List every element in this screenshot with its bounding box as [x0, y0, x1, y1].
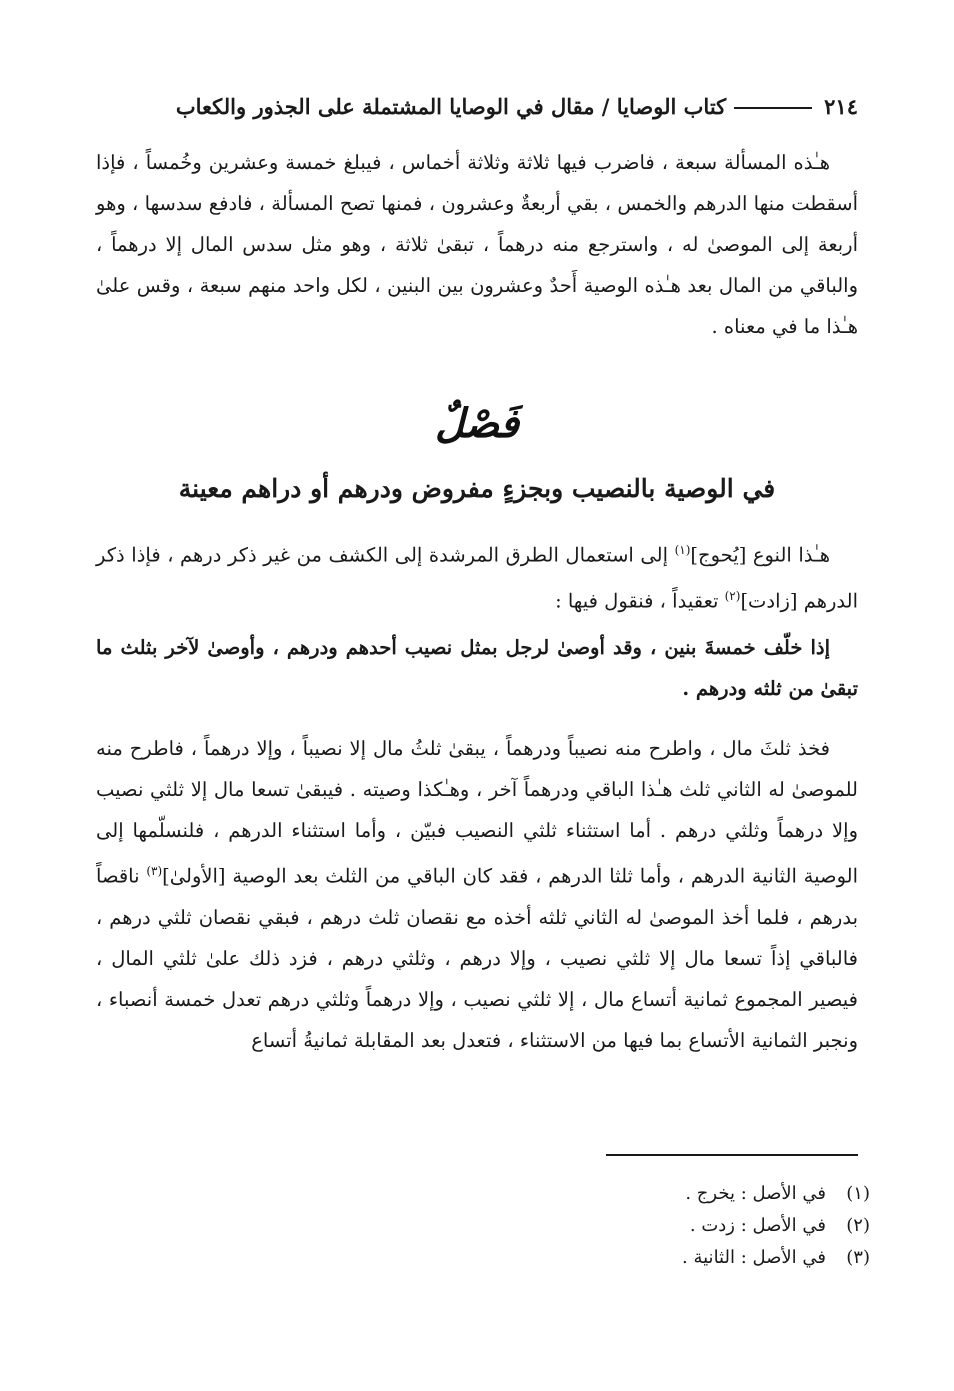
footnote-number: (٣) [846, 1247, 870, 1268]
paragraph-2-part-1: هـٰذا النوع [يُحوج] [690, 543, 831, 567]
footnote-2 [96, 1210, 870, 1242]
footnote-3 [96, 1242, 870, 1274]
footnote-number: (٢) [846, 1215, 870, 1236]
header-rule [734, 107, 812, 109]
paragraph-1: هـٰذه المسألة سبعة ، فاضرب فيها ثلاثة وثلاثة أخماس ، فيبلغ خمسة وعشرين وخُمساً ، فإذا أسقطت منها الدرهم والخمس ، بقي أربعةٌ وعشرون ، فمنها تصح المسألة ، فادفع سدسها ، وهو أربعة إلى الموصىٰ له ، واسترجع منه درهماً ، تبقىٰ ثلاثة ، وهو مثل سدس المال إلا درهماً ، والباقي من المال بعد هـٰذه الوصية أَحدٌ وعشرون بين البنين ، لكل واحد منهم سبعة ، وقس علىٰ هـٰذا ما في معناه . [96, 151, 858, 338]
footnote-ref-2[interactable]: (٢) [724, 588, 741, 603]
fasl-heading [0, 400, 954, 447]
footnote-rule [606, 1154, 858, 1156]
paragraph-2-part-3: تعقيداً ، فنقول فيها : [555, 589, 725, 612]
page-number: ٢١٤ [824, 93, 858, 119]
footnote-text: في الأصل : الثانية . [682, 1247, 826, 1268]
paragraph-4 [96, 728, 858, 1061]
footnotes [96, 1178, 870, 1274]
section-title: في الوصية بالنصيب وبجزءٍ مفروض ودرهم أو دراهم معينة [178, 474, 776, 503]
fasl-text: فَصْلٌ [434, 400, 520, 447]
footnote-ref-3[interactable]: (٣) [146, 864, 163, 878]
paragraph-4-part-1: فخذ ثلثَ مال ، واطرح منه نصيباً ودرهماً ، يبقىٰ ثلثُ مال إلا نصيباً ، وإلا درهماً ، فاطرح منه للموصىٰ له الثاني ثلث هـٰذا الباقي ودرهماً آخر ، وهـٰكذا وصيته . فيبقىٰ تسعا مال إلا ثلثي نصيب وإلا درهماً وثلثي درهم . أما استثناء ثلثي النصيب فبيّن ، وأما استثناء الدرهم ، فلنسلّمها إلى الوصية الثانية الدرهم ، وأما ثلثا الدرهم ، فقد كان الباقي من الثلث بعد الوصية [الأولىٰ] [96, 737, 858, 888]
paragraph-3-problem: إذا خلّف خمسةَ بنين ، وقد أوصىٰ لرجل بمثل نصيب أحدهم ودرهم ، وأوصىٰ لآخر بثلث ما تبقىٰ من ثلثه ودرهم . [96, 636, 858, 700]
running-title: كتاب الوصايا / مقال في الوصايا المشتملة على الجذور والكعاب [175, 93, 727, 119]
running-header [96, 88, 858, 124]
footnote-number: (١) [846, 1183, 870, 1204]
footnote-text: في الأصل : يخرج . [685, 1183, 826, 1204]
footnote-1 [96, 1178, 870, 1210]
paragraph-4-part-2: ناقصاً بدرهم ، فلما أخذ الموصىٰ له الثاني ثلثه أخذه مع نقصان ثلث درهم ، فبقي نقصان ثلثي درهم ، فالباقي إذاً تسعا مال إلا ثلثي نصيب ، وإلا درهم ، وثلثي درهم ، فزد ذلك علىٰ ثلثي المال ، فيصير المجموع ثمانية أتساع مال ، إلا ثلثي نصيب ، وإلا درهماً وثلثي درهم تعدل خمسة أنصباء ، ونجبر الثمانية الأتساع بما فيها من الاستثناء ، فتعدل بعد المقابلة ثمانيةُ أتساع [96, 864, 858, 1052]
paragraph-2-part-2: إلى استعمال الطرق المرشدة إلى الكشف من غير ذكر درهم ، فإذا ذكر الدرهم [زادت] [96, 543, 858, 612]
footnote-text: في الأصل : زدت . [689, 1215, 826, 1236]
footnote-ref-1[interactable]: (١) [674, 543, 691, 557]
paragraph-2 [96, 530, 858, 621]
